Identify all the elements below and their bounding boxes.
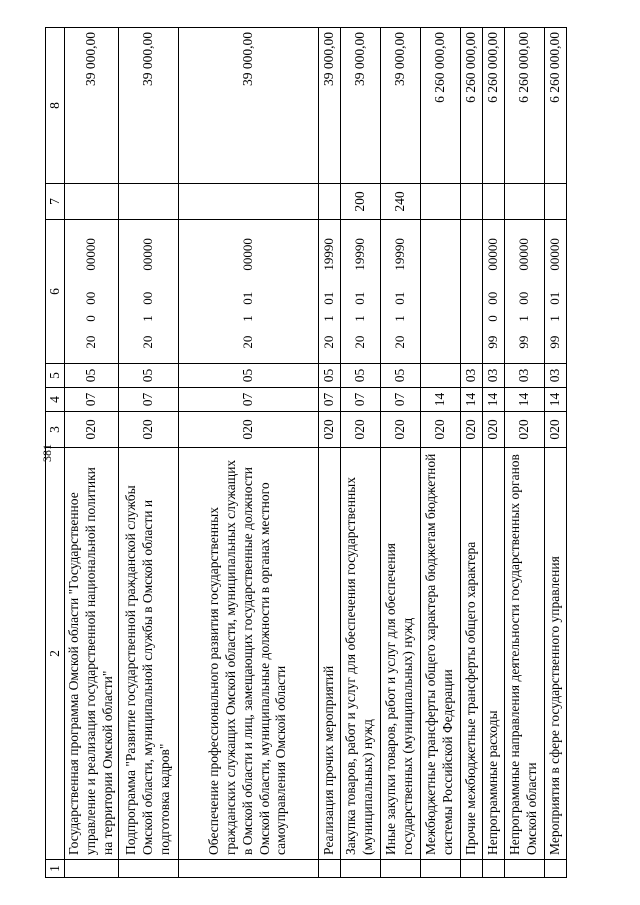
- target-article-part: 00: [516, 291, 531, 305]
- subsection-code-cell: 05: [318, 363, 340, 387]
- target-article-part: 1: [392, 314, 407, 322]
- section-code-cell: 07: [178, 387, 318, 411]
- department-code-cell: 020: [340, 411, 380, 447]
- item-name-cell: Межбюджетные трансферты общего характера бюджетам бюджетной системы Российской Федерации: [420, 447, 460, 859]
- target-article-part: 20: [352, 335, 367, 349]
- item-name-cell: Закупка товаров, работ и услуг для обеспечения государственных (муниципальных) нужд: [340, 447, 380, 859]
- department-code-cell: 020: [65, 411, 119, 447]
- expense-type-cell: [318, 183, 340, 219]
- column-number: 7: [46, 183, 65, 219]
- target-article-part: 99: [516, 335, 531, 349]
- table-row: [340, 27, 380, 877]
- target-article-cell: [504, 219, 544, 363]
- expense-type-cell: [420, 183, 460, 219]
- amount-cell: 39 000,00: [380, 27, 420, 183]
- target-article-part: 19990: [321, 237, 336, 271]
- section-code-cell: 07: [318, 387, 340, 411]
- amount-cell: 39 000,00: [340, 27, 380, 183]
- target-article-cell: [318, 219, 340, 363]
- section-code-cell: 07: [118, 387, 178, 411]
- column-number: 6: [46, 219, 65, 363]
- budget-table: [45, 27, 567, 878]
- item-name-cell: Непрограммные направления деятельности государственных органов Омской области: [504, 447, 544, 859]
- expense-type-cell: 240: [380, 183, 420, 219]
- row-number-cell: [118, 859, 178, 877]
- item-name-cell: Подпрограмма "Развитие государственной гражданской службы Омской области, муниципальной службы в Омской области и подготовка кадров": [118, 447, 178, 859]
- section-code-cell: 07: [380, 387, 420, 411]
- target-article-part: 01: [321, 291, 336, 305]
- column-number: 3: [46, 411, 65, 447]
- target-article-part: 20: [83, 335, 99, 349]
- table-row: [504, 27, 544, 877]
- row-number-cell: [65, 859, 119, 877]
- amount-cell: 6 260 000,00: [420, 27, 460, 183]
- target-article-cell: [118, 219, 178, 363]
- row-number-cell: [420, 859, 460, 877]
- target-article-cell: [178, 219, 318, 363]
- row-number-cell: [340, 859, 380, 877]
- section-code-cell: 07: [65, 387, 119, 411]
- column-number-row: [46, 27, 65, 877]
- target-article-cell: [340, 219, 380, 363]
- item-name-cell: Реализация прочих мероприятий: [318, 447, 340, 859]
- amount-cell: 39 000,00: [318, 27, 340, 183]
- target-article-part: 20: [392, 335, 407, 349]
- target-article-part: 00: [485, 291, 500, 305]
- subsection-code-cell: 05: [340, 363, 380, 387]
- target-article-parts: [516, 224, 532, 359]
- department-code-cell: 020: [178, 411, 318, 447]
- target-article-part: 00000: [83, 237, 99, 271]
- target-article-part: 1: [516, 314, 531, 322]
- column-number: 1: [46, 859, 65, 877]
- target-article-parts: [392, 224, 408, 359]
- target-article-part: 19990: [352, 237, 367, 271]
- page-number: 381: [40, 444, 54, 462]
- section-code-cell: 07: [340, 387, 380, 411]
- row-number-cell: [482, 859, 504, 877]
- subsection-code-cell: 03: [482, 363, 504, 387]
- subsection-code-cell: 05: [65, 363, 119, 387]
- section-code-cell: 14: [460, 387, 482, 411]
- target-article-cell: [380, 219, 420, 363]
- target-article-cell: [544, 219, 566, 363]
- item-name-cell: Обеспечение профессионального развития государственных гражданских служащих Омской области, муниципальных служащих в Омской области и лиц, замещающих государственные должности Омской области, муниципальные должности в органах местного самоуправления Омской области: [178, 447, 318, 859]
- item-name-cell: Мероприятия в сфере государственного управления: [544, 447, 566, 859]
- target-article-parts: [485, 224, 501, 359]
- target-article-part: 1: [321, 314, 336, 322]
- table-row: [118, 27, 178, 877]
- table-row: [178, 27, 318, 877]
- department-code-cell: 020: [504, 411, 544, 447]
- row-number-cell: [380, 859, 420, 877]
- expense-type-cell: [544, 183, 566, 219]
- expense-type-cell: [482, 183, 504, 219]
- target-article-part: 00: [83, 291, 99, 305]
- section-code-cell: 14: [482, 387, 504, 411]
- column-number: 2: [46, 447, 65, 859]
- target-article-cell: [482, 219, 504, 363]
- amount-cell: 39 000,00: [65, 27, 119, 183]
- target-article-cell: [65, 219, 119, 363]
- expense-type-cell: [65, 183, 119, 219]
- amount-cell: 6 260 000,00: [544, 27, 566, 183]
- expense-type-cell: [178, 183, 318, 219]
- target-article-part: 01: [352, 291, 367, 305]
- expense-type-cell: [118, 183, 178, 219]
- target-article-part: 20: [321, 335, 336, 349]
- target-article-part: 1: [240, 314, 255, 322]
- target-article-part: 99: [485, 335, 500, 349]
- row-number-cell: [504, 859, 544, 877]
- target-article-part: 00000: [485, 237, 500, 271]
- row-number-cell: [318, 859, 340, 877]
- target-article-part: 20: [140, 335, 155, 349]
- target-article-part: 20: [240, 335, 255, 349]
- expense-type-cell: 200: [340, 183, 380, 219]
- amount-cell: 39 000,00: [118, 27, 178, 183]
- table-row: [460, 27, 482, 877]
- subsection-code-cell: 03: [544, 363, 566, 387]
- department-code-cell: 020: [544, 411, 566, 447]
- target-article-part: 00: [140, 291, 155, 305]
- target-article-part: 00000: [547, 237, 562, 271]
- row-number-cell: [544, 859, 566, 877]
- table-row: [318, 27, 340, 877]
- target-article-part: 00000: [240, 237, 255, 271]
- department-code-cell: 020: [420, 411, 460, 447]
- column-number: 4: [46, 387, 65, 411]
- row-number-cell: [460, 859, 482, 877]
- section-code-cell: 14: [544, 387, 566, 411]
- section-code-cell: 14: [420, 387, 460, 411]
- target-article-parts: [352, 224, 368, 359]
- table-row: [420, 27, 460, 877]
- column-number: 5: [46, 363, 65, 387]
- department-code-cell: 020: [318, 411, 340, 447]
- target-article-part: 01: [240, 291, 255, 305]
- subsection-code-cell: [420, 363, 460, 387]
- target-article-parts: [240, 224, 256, 359]
- item-name-cell: Государственная программа Омской области "Государственное управление и реализация государственной национальной политики на территории Омской области": [65, 447, 119, 859]
- item-name-cell: Прочие межбюджетные трансферты общего характера: [460, 447, 482, 859]
- amount-cell: 39 000,00: [178, 27, 318, 183]
- target-article-part: 1: [547, 314, 562, 322]
- item-name-cell: Иные закупки товаров, работ и услуг для обеспечения государственных (муниципальных) нужд: [380, 447, 420, 859]
- expense-type-cell: [460, 183, 482, 219]
- table-row: [380, 27, 420, 877]
- amount-cell: 6 260 000,00: [460, 27, 482, 183]
- target-article-parts: [140, 224, 156, 359]
- department-code-cell: 020: [118, 411, 178, 447]
- column-number: 8: [46, 27, 65, 183]
- target-article-part: 1: [352, 314, 367, 322]
- subsection-code-cell: 05: [178, 363, 318, 387]
- target-article-cell: [460, 219, 482, 363]
- target-article-part: 19990: [392, 237, 407, 271]
- amount-cell: 6 260 000,00: [482, 27, 504, 183]
- item-name-cell: Непрограммные расходы: [482, 447, 504, 859]
- target-article-cell: [420, 219, 460, 363]
- department-code-cell: 020: [380, 411, 420, 447]
- target-article-part: 01: [392, 291, 407, 305]
- target-article-part: 0: [485, 314, 500, 322]
- target-article-part: 00000: [140, 237, 155, 271]
- department-code-cell: 020: [460, 411, 482, 447]
- table-row: [544, 27, 566, 877]
- department-code-cell: 020: [482, 411, 504, 447]
- rotated-page: [45, 28, 595, 878]
- subsection-code-cell: 03: [460, 363, 482, 387]
- target-article-parts: [83, 224, 99, 359]
- target-article-part: 99: [547, 335, 562, 349]
- target-article-part: 01: [547, 291, 562, 305]
- amount-cell: 6 260 000,00: [504, 27, 544, 183]
- target-article-part: 00000: [516, 237, 531, 271]
- row-number-cell: [178, 859, 318, 877]
- table-row: [482, 27, 504, 877]
- subsection-code-cell: 03: [504, 363, 544, 387]
- expense-type-cell: [504, 183, 544, 219]
- target-article-part: 0: [83, 314, 99, 322]
- section-code-cell: 14: [504, 387, 544, 411]
- subsection-code-cell: 05: [118, 363, 178, 387]
- subsection-code-cell: 05: [380, 363, 420, 387]
- table-row: [65, 27, 119, 877]
- target-article-parts: [547, 224, 563, 359]
- target-article-part: 1: [140, 314, 155, 322]
- target-article-parts: [321, 224, 337, 359]
- table-body: [46, 27, 567, 877]
